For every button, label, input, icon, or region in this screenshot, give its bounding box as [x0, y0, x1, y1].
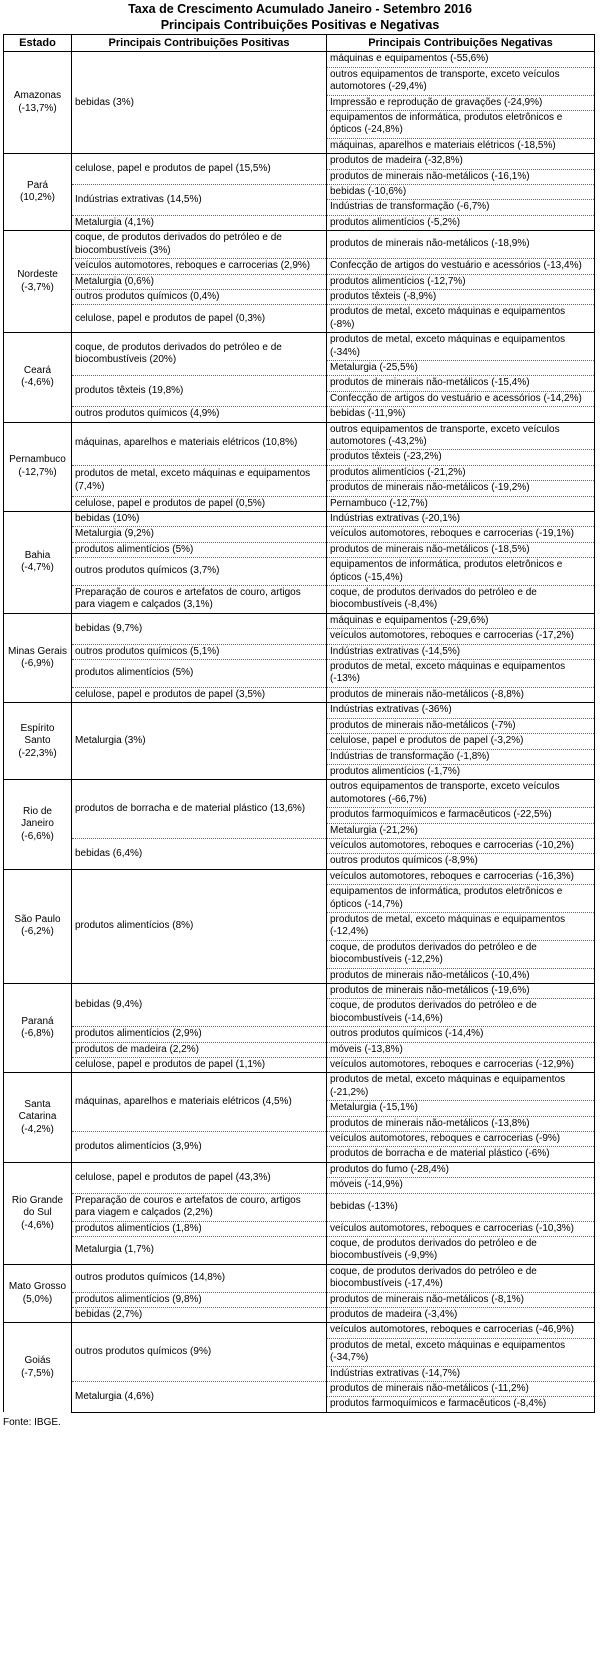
- table-row: [4, 1323, 595, 1338]
- state-name: Rio de Janeiro: [21, 805, 54, 830]
- positive-contribution: celulose, papel e produtos de papel (15,5%): [72, 154, 327, 185]
- positive-contribution: produtos alimentícios (3,9%): [72, 1132, 327, 1163]
- positive-contribution: produtos alimentícios (8%): [72, 869, 327, 983]
- negative-contribution: veículos automotores, reboques e carrocerias (-16,3%): [327, 869, 595, 884]
- negative-contribution: produtos de metal, exceto máquinas e equipamentos (-21,2%): [327, 1073, 595, 1101]
- negative-contribution: Confecção de artigos do vestuário e acessórios (-13,4%): [327, 259, 595, 274]
- state-rate: (-12,7%): [18, 466, 57, 478]
- negative-contribution: veículos automotores, reboques e carrocerias (-9%): [327, 1132, 595, 1147]
- negative-contribution: veículos automotores, reboques e carrocerias (-19,1%): [327, 527, 595, 542]
- positive-contribution: produtos de madeira (2,2%): [72, 1042, 327, 1057]
- negative-contribution: produtos de madeira (-3,4%): [327, 1307, 595, 1322]
- negative-contribution: bebidas (-13%): [327, 1193, 595, 1221]
- table-row: [4, 660, 595, 688]
- table-row: [4, 512, 595, 527]
- positive-contribution: Metalurgia (0,6%): [72, 274, 327, 289]
- positive-contribution: coque, de produtos derivados do petróleo e de biocombustíveis (3%): [72, 231, 327, 259]
- table-row: [4, 1042, 595, 1057]
- state-rate: (-6,2%): [21, 926, 54, 938]
- state-rate: (-7,5%): [21, 1367, 54, 1379]
- negative-contribution: coque, de produtos derivados do petróleo e de biocombustíveis (-8,4%): [327, 586, 595, 614]
- positive-contribution: produtos de borracha e de material plástico (13,6%): [72, 780, 327, 839]
- negative-contribution: veículos automotores, reboques e carrocerias (-10,2%): [327, 838, 595, 853]
- negative-contribution: celulose, papel e produtos de papel (-3,2%): [327, 734, 595, 749]
- negative-contribution: produtos de minerais não-metálicos (-11,2%): [327, 1381, 595, 1396]
- negative-contribution: produtos de minerais não-metálicos (-15,4%): [327, 376, 595, 391]
- title-block: [0, 0, 600, 33]
- table-row: [4, 1307, 595, 1322]
- negative-contribution: Indústrias de transformação (-1,8%): [327, 749, 595, 764]
- table-row: [4, 1058, 595, 1073]
- negative-contribution: equipamentos de informática, produtos eletrônicos e ópticos (-14,7%): [327, 885, 595, 913]
- positive-contribution: bebidas (3%): [72, 52, 327, 154]
- negative-contribution: produtos de minerais não-metálicos (-10,4%): [327, 968, 595, 983]
- state-rate: (-4,2%): [21, 1123, 54, 1135]
- positive-contribution: outros produtos químicos (5,1%): [72, 644, 327, 659]
- positive-contribution: celulose, papel e produtos de papel (0,5%): [72, 496, 327, 511]
- state-rate: (-4,6%): [21, 377, 54, 389]
- table-row: [4, 984, 595, 999]
- negative-contribution: móveis (-14,9%): [327, 1178, 595, 1193]
- source-note: Fonte: IBGE.: [3, 1416, 61, 1428]
- positive-contribution: outros produtos químicos (3,7%): [72, 558, 327, 586]
- negative-contribution: produtos alimentícios (-1,7%): [327, 764, 595, 779]
- state-name: Rio Grande do Sul: [11, 1194, 64, 1219]
- negative-contribution: Pernambuco (-12,7%): [327, 496, 595, 511]
- negative-contribution: produtos de minerais não-metálicos (-8,1%): [327, 1292, 595, 1307]
- table-row: [4, 1073, 595, 1101]
- table-row: [4, 465, 595, 480]
- negative-contribution: Indústrias de transformação (-6,7%): [327, 200, 595, 215]
- positive-contribution: Indústrias extrativas (14,5%): [72, 185, 327, 216]
- table-row: [4, 1292, 595, 1307]
- state-rate: (5,0%): [22, 1293, 53, 1305]
- negative-contribution: produtos de metal, exceto máquinas e equipamentos (-13%): [327, 660, 595, 688]
- table-row: [4, 422, 595, 450]
- negative-contribution: máquinas e equipamentos (-29,6%): [327, 613, 595, 628]
- positive-contribution: produtos alimentícios (1,8%): [72, 1221, 327, 1236]
- negative-contribution: produtos têxteis (-23,2%): [327, 450, 595, 465]
- state-cell: [4, 613, 72, 702]
- state-rate: (-3,7%): [21, 281, 54, 293]
- negative-contribution: veículos automotores, reboques e carrocerias (-12,9%): [327, 1058, 595, 1073]
- positive-contribution: celulose, papel e produtos de papel (3,5%): [72, 687, 327, 702]
- positive-contribution: produtos alimentícios (5%): [72, 542, 327, 557]
- positive-contribution: bebidas (10%): [72, 512, 327, 527]
- table-body: [4, 52, 595, 1412]
- header-negative: Principais Contribuições Negativas: [327, 35, 595, 52]
- negative-contribution: produtos de minerais não-metálicos (-7%): [327, 718, 595, 733]
- table-row: [4, 274, 595, 289]
- state-rate: (-6,8%): [21, 1028, 54, 1040]
- state-rate: (-6,6%): [21, 830, 54, 842]
- positive-contribution: Metalurgia (4,6%): [72, 1381, 327, 1412]
- negative-contribution: produtos farmoquímicos e farmacêuticos (-8,4%): [327, 1397, 595, 1412]
- state-cell: [4, 984, 72, 1073]
- state-name: Goiás: [24, 1355, 51, 1367]
- negative-contribution: Indústrias extrativas (-14,5%): [327, 644, 595, 659]
- table-row: [4, 558, 595, 586]
- state-name: Santa Catarina: [18, 1099, 57, 1123]
- table-row: [4, 1221, 595, 1236]
- table-row: [4, 703, 595, 718]
- negative-contribution: bebidas (-11,9%): [327, 407, 595, 422]
- state-rate: (-22,3%): [18, 747, 57, 759]
- table-row: [4, 289, 595, 304]
- negative-contribution: máquinas e equipamentos (-55,6%): [327, 52, 595, 67]
- state-cell: [4, 512, 72, 614]
- positive-contribution: celulose, papel e produtos de papel (43,3%): [72, 1162, 327, 1193]
- state-cell: [4, 154, 72, 231]
- state-name: Nordeste: [17, 269, 58, 281]
- positive-contribution: outros produtos químicos (14,8%): [72, 1264, 327, 1292]
- state-cell: [4, 1323, 72, 1412]
- negative-contribution: equipamentos de informática, produtos eletrônicos e ópticos (-15,4%): [327, 558, 595, 586]
- page-title: Taxa de Crescimento Acumulado Janeiro - Setembro 2016: [128, 2, 472, 16]
- positive-contribution: Metalurgia (1,7%): [72, 1236, 327, 1264]
- positive-contribution: Preparação de couros e artefatos de couro, artigos para viagem e calçados (2,2%): [72, 1193, 327, 1221]
- negative-contribution: veículos automotores, reboques e carrocerias (-46,9%): [327, 1323, 595, 1338]
- negative-contribution: Indústrias extrativas (-20,1%): [327, 512, 595, 527]
- state-name: Amazonas: [13, 90, 62, 102]
- negative-contribution: Metalurgia (-21,2%): [327, 823, 595, 838]
- negative-contribution: produtos de minerais não-metálicos (-13,8%): [327, 1116, 595, 1131]
- table-row: [4, 586, 595, 614]
- negative-contribution: outros equipamentos de transporte, exceto veículos automotores (-66,7%): [327, 780, 595, 808]
- negative-contribution: Indústrias extrativas (-14,7%): [327, 1366, 595, 1381]
- state-name: Paraná: [21, 1015, 54, 1027]
- negative-contribution: veículos automotores, reboques e carrocerias (-10,3%): [327, 1221, 595, 1236]
- table-row: [4, 1264, 595, 1292]
- state-cell: [4, 1073, 72, 1162]
- negative-contribution: produtos alimentícios (-21,2%): [327, 465, 595, 480]
- table-row: [4, 1162, 595, 1177]
- negative-contribution: máquinas, aparelhos e materiais elétricos (-18,5%): [327, 138, 595, 153]
- state-cell: [4, 422, 72, 511]
- table-row: [4, 215, 595, 230]
- state-cell: [4, 1162, 72, 1264]
- state-name: Pernambuco: [9, 454, 66, 466]
- negative-contribution: produtos de minerais não-metálicos (-18,9%): [327, 231, 595, 259]
- table-row: [4, 869, 595, 884]
- table-row: [4, 780, 595, 808]
- negative-contribution: produtos de minerais não-metálicos (-8,8%): [327, 687, 595, 702]
- negative-contribution: móveis (-13,8%): [327, 1042, 595, 1057]
- table-row: [4, 542, 595, 557]
- table-row: [4, 527, 595, 542]
- negative-contribution: produtos de minerais não-metálicos (-19,2%): [327, 481, 595, 496]
- table-row: [4, 1027, 595, 1042]
- negative-contribution: outros produtos químicos (-14,4%): [327, 1027, 595, 1042]
- negative-contribution: Indústrias extrativas (-36%): [327, 703, 595, 718]
- table-row: [4, 154, 595, 169]
- negative-contribution: Metalurgia (-25,5%): [327, 360, 595, 375]
- table-row: [4, 496, 595, 511]
- negative-contribution: produtos de minerais não-metálicos (-16,1%): [327, 169, 595, 184]
- positive-contribution: celulose, papel e produtos de papel (0,3%): [72, 305, 327, 333]
- header-row: [4, 35, 595, 52]
- state-name: Bahia: [24, 550, 51, 562]
- table-row: [4, 687, 595, 702]
- state-rate: (-4,7%): [21, 562, 54, 574]
- negative-contribution: produtos de minerais não-metálicos (-19,6%): [327, 984, 595, 999]
- table-row: [4, 305, 595, 333]
- table-row: [4, 52, 595, 67]
- positive-contribution: coque, de produtos derivados do petróleo e de biocombustíveis (20%): [72, 333, 327, 376]
- state-rate: (-4,6%): [21, 1219, 54, 1231]
- positive-contribution: Metalurgia (4,1%): [72, 215, 327, 230]
- header-positive: Principais Contribuições Positivas: [72, 35, 327, 52]
- negative-contribution: produtos de metal, exceto máquinas e equipamentos (-34%): [327, 333, 595, 361]
- state-cell: [4, 703, 72, 780]
- state-rate: (-6,9%): [21, 658, 54, 670]
- negative-contribution: bebidas (-10,6%): [327, 185, 595, 200]
- table-row: [4, 259, 595, 274]
- positive-contribution: produtos alimentícios (5%): [72, 660, 327, 688]
- table-row: [4, 644, 595, 659]
- negative-contribution: Confecção de artigos do vestuário e acessórios (-14,2%): [327, 391, 595, 406]
- negative-contribution: outros equipamentos de transporte, exceto veículos automotores (-29,4%): [327, 67, 595, 95]
- positive-contribution: máquinas, aparelhos e materiais elétricos (4,5%): [72, 1073, 327, 1132]
- negative-contribution: coque, de produtos derivados do petróleo e de biocombustíveis (-12,2%): [327, 940, 595, 968]
- state-name: Mato Grosso: [8, 1281, 67, 1293]
- negative-contribution: coque, de produtos derivados do petróleo e de biocombustíveis (-9,9%): [327, 1236, 595, 1264]
- header-estado: Estado: [4, 35, 72, 52]
- state-cell: [4, 231, 72, 333]
- positive-contribution: bebidas (9,7%): [72, 613, 327, 644]
- page-subtitle: Principais Contribuições Positivas e Negativas: [160, 18, 440, 32]
- positive-contribution: veículos automotores, reboques e carrocerias (2,9%): [72, 259, 327, 274]
- table-row: [4, 407, 595, 422]
- table-row: [4, 1193, 595, 1221]
- negative-contribution: veículos automotores, reboques e carrocerias (-17,2%): [327, 629, 595, 644]
- negative-contribution: coque, de produtos derivados do petróleo e de biocombustíveis (-14,6%): [327, 999, 595, 1027]
- state-cell: [4, 333, 72, 422]
- table-row: [4, 1381, 595, 1396]
- state-cell: [4, 52, 72, 154]
- positive-contribution: outros produtos químicos (4,9%): [72, 407, 327, 422]
- state-name: Pará: [26, 179, 49, 191]
- positive-contribution: produtos têxteis (19,8%): [72, 376, 327, 407]
- state-name: Ceará: [23, 364, 52, 376]
- negative-contribution: produtos alimentícios (-5,2%): [327, 215, 595, 230]
- positive-contribution: bebidas (2,7%): [72, 1307, 327, 1322]
- positive-contribution: Preparação de couros e artefatos de couro, artigos para viagem e calçados (3,1%): [72, 586, 327, 614]
- negative-contribution: equipamentos de informática, produtos eletrônicos e ópticos (-24,8%): [327, 111, 595, 139]
- positive-contribution: celulose, papel e produtos de papel (1,1%): [72, 1058, 327, 1073]
- table-row: [4, 1132, 595, 1147]
- negative-contribution: coque, de produtos derivados do petróleo e de biocombustíveis (-17,4%): [327, 1264, 595, 1292]
- contributions-table: [3, 34, 595, 1413]
- state-cell: [4, 869, 72, 983]
- state-cell: [4, 780, 72, 869]
- positive-contribution: outros produtos químicos (9%): [72, 1323, 327, 1382]
- negative-contribution: produtos de metal, exceto máquinas e equipamentos (-8%): [327, 305, 595, 333]
- state-name: Minas Gerais: [8, 645, 67, 657]
- negative-contribution: produtos de metal, exceto máquinas e equipamentos (-34,7%): [327, 1338, 595, 1366]
- table-row: [4, 838, 595, 853]
- positive-contribution: produtos alimentícios (9,8%): [72, 1292, 327, 1307]
- negative-contribution: outros produtos químicos (-8,9%): [327, 854, 595, 869]
- state-rate: (10,2%): [19, 192, 55, 204]
- negative-contribution: produtos farmoquímicos e farmacêuticos (-22,5%): [327, 808, 595, 823]
- positive-contribution: produtos de metal, exceto máquinas e equipamentos (7,4%): [72, 465, 327, 496]
- negative-contribution: produtos de metal, exceto máquinas e equipamentos (-12,4%): [327, 912, 595, 940]
- table-row: [4, 376, 595, 391]
- positive-contribution: bebidas (9,4%): [72, 984, 327, 1027]
- positive-contribution: máquinas, aparelhos e materiais elétricos (10,8%): [72, 422, 327, 465]
- table-row: [4, 1236, 595, 1264]
- positive-contribution: outros produtos químicos (0,4%): [72, 289, 327, 304]
- state-rate: (-13,7%): [18, 102, 57, 114]
- state-name: Espírito Santo: [20, 722, 55, 747]
- negative-contribution: produtos de borracha e de material plástico (-6%): [327, 1147, 595, 1162]
- table-row: [4, 185, 595, 200]
- negative-contribution: produtos de madeira (-32,8%): [327, 154, 595, 169]
- negative-contribution: produtos de minerais não-metálicos (-18,5%): [327, 542, 595, 557]
- positive-contribution: Metalurgia (9,2%): [72, 527, 327, 542]
- state-cell: [4, 1264, 72, 1323]
- negative-contribution: produtos alimentícios (-12,7%): [327, 274, 595, 289]
- negative-contribution: Impressão e reprodução de gravações (-24,9%): [327, 95, 595, 110]
- negative-contribution: Metalurgia (-15,1%): [327, 1101, 595, 1116]
- table-row: [4, 333, 595, 361]
- table-row: [4, 231, 595, 259]
- negative-contribution: outros equipamentos de transporte, exceto veículos automotores (-43,2%): [327, 422, 595, 450]
- positive-contribution: bebidas (6,4%): [72, 838, 327, 869]
- negative-contribution: produtos têxteis (-8,9%): [327, 289, 595, 304]
- table-row: [4, 613, 595, 628]
- negative-contribution: produtos do fumo (-28,4%): [327, 1162, 595, 1177]
- positive-contribution: produtos alimentícios (2,9%): [72, 1027, 327, 1042]
- state-name: São Paulo: [14, 913, 61, 925]
- positive-contribution: Metalurgia (3%): [72, 703, 327, 780]
